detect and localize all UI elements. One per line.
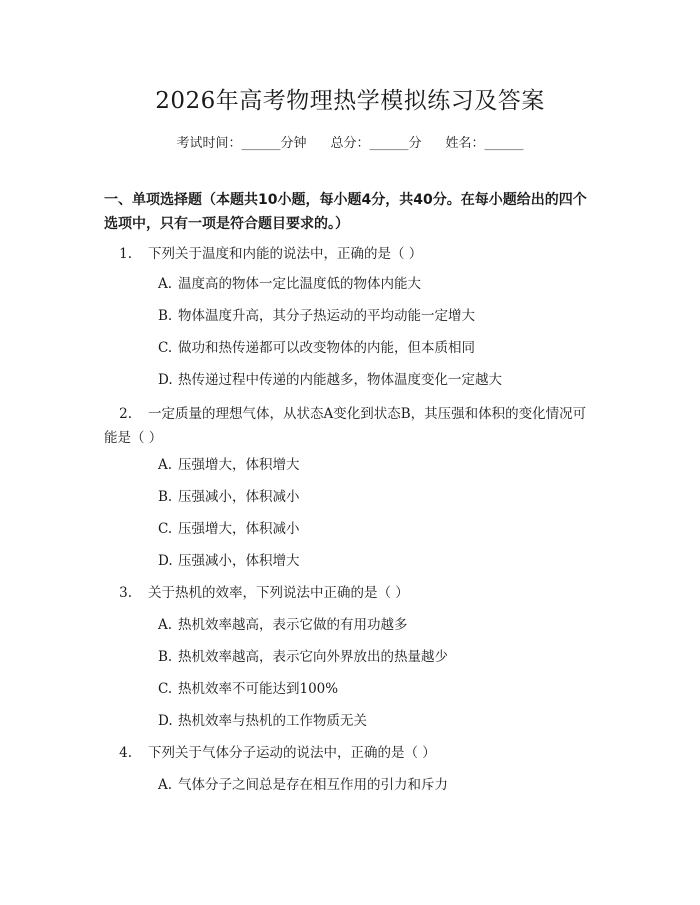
option-letter: D.	[158, 372, 173, 388]
option-letter: B.	[158, 489, 173, 505]
question-stem	[104, 242, 599, 266]
question-text: 下列关于气体分子运动的说法中，正确的是（ ）	[148, 745, 436, 761]
answer-option	[158, 775, 598, 795]
exam-time-field: 考试时间：______分钟	[176, 136, 307, 151]
answer-option	[158, 487, 598, 507]
question-stem	[104, 402, 599, 450]
option-text: 压强增大，体积增大	[178, 457, 300, 473]
answer-option	[158, 615, 598, 635]
option-letter: D.	[158, 713, 173, 729]
question-number: 2.	[119, 406, 132, 422]
answer-option	[158, 338, 598, 358]
question-text: 下列关于温度和内能的说法中，正确的是（ ）	[148, 246, 423, 262]
option-text: 热机效率越高，表示它做的有用功越多	[178, 617, 408, 633]
option-text: 热传递过程中传递的内能越多，物体温度变化一定越大	[178, 372, 502, 388]
exam-meta-line	[0, 132, 700, 151]
total-score-field: 总分：______分	[330, 136, 422, 151]
option-letter: B.	[158, 308, 173, 324]
answer-option	[158, 679, 598, 699]
page-title: 2026年高考物理热学模拟练习及答案	[155, 88, 545, 114]
answer-option	[158, 647, 598, 667]
answer-option	[158, 274, 598, 294]
option-letter: A.	[158, 617, 173, 633]
option-text: 温度高的物体一定比温度低的物体内能大	[178, 276, 421, 292]
option-letter: C.	[158, 340, 173, 356]
option-text: 物体温度升高，其分子热运动的平均动能一定增大	[178, 308, 475, 324]
option-letter: D.	[158, 553, 173, 569]
section-heading: 一、单项选择题（本题共10小题，每小题4分，共40分。在每小题给出的四个选项中，只有一项是符合题目要求的。）	[104, 192, 587, 232]
option-letter: C.	[158, 521, 173, 537]
option-text: 热机效率越高，表示它向外界放出的热量越少	[178, 649, 448, 665]
student-name-field: 姓名：______	[445, 136, 524, 151]
answer-option	[158, 370, 598, 390]
option-letter: A.	[158, 276, 173, 292]
option-letter: A.	[158, 777, 173, 793]
option-text: 气体分子之间总是存在相互作用的引力和斥力	[178, 777, 448, 793]
question-number: 4.	[119, 745, 132, 761]
question-text: 一定质量的理想气体，从状态A变化到状态B，其压强和体积的变化情况可能是（ ）	[104, 406, 587, 446]
option-text: 压强增大，体积减小	[178, 521, 300, 537]
option-text: 做功和热传递都可以改变物体的内能，但本质相同	[178, 340, 475, 356]
option-letter: A.	[158, 457, 173, 473]
answer-option	[158, 306, 598, 326]
option-text: 热机效率不可能达到100%	[178, 681, 339, 697]
question-text: 关于热机的效率，下列说法中正确的是（ ）	[148, 585, 409, 601]
answer-option	[158, 551, 598, 571]
question-stem	[104, 741, 599, 765]
question-stem	[104, 581, 599, 605]
option-letter: B.	[158, 649, 173, 665]
option-text: 压强减小，体积减小	[178, 489, 300, 505]
answer-option	[158, 455, 598, 475]
option-text: 热机效率与热机的工作物质无关	[178, 713, 367, 729]
question-number: 3.	[119, 585, 132, 601]
option-text: 压强减小，体积增大	[178, 553, 300, 569]
answer-option	[158, 519, 598, 539]
question-number: 1.	[119, 246, 132, 262]
option-letter: C.	[158, 681, 173, 697]
answer-option	[158, 711, 598, 731]
